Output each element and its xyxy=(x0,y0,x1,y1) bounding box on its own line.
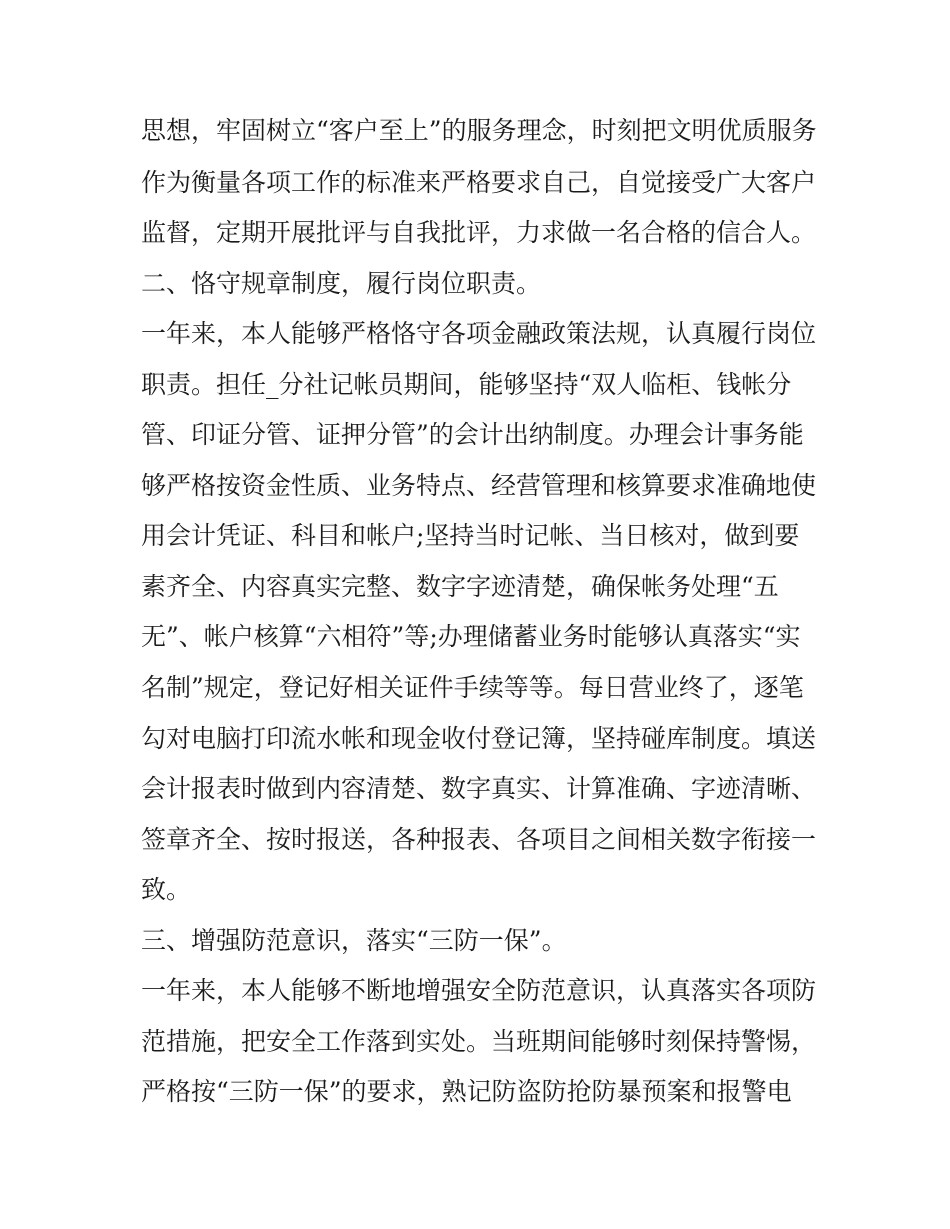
text-line: 范措施，把安全工作落到实处。当班期间能够时刻保持警惕， xyxy=(141,1027,817,1056)
text-line: 用会计凭证、科目和帐户;坚持当时记帐、当日核对，做到要 xyxy=(141,521,800,550)
text-line: 一年来，本人能够不断地增强安全防范意识，认真落实各项防 xyxy=(141,976,817,1005)
text-line: 思想，牢固树立“客户至上”的服务理念，时刻把文明优质服务 xyxy=(141,116,817,145)
text-line: 职责。担任_分社记帐员期间，能够坚持“双人临柜、钱帐分 xyxy=(141,370,792,399)
text-line: 一年来，本人能够严格恪守各项金融政策法规，认真履行岗位 xyxy=(141,319,817,348)
text-line: 勾对电脑打印流水帐和现金收付登记簿，坚持碰库制度。填送 xyxy=(141,724,817,753)
text-line: 签章齐全、按时报送，各种报表、各项目之间相关数字衔接一 xyxy=(141,825,817,854)
text-line: 名制”规定，登记好相关证件手续等等。每日营业终了，逐笔 xyxy=(141,673,804,702)
text-line: 致。 xyxy=(141,875,192,904)
text-line: 作为衡量各项工作的标准来严格要求自己，自觉接受广大客户 xyxy=(141,168,817,197)
text-line: 严格按“三防一保”的要求，熟记防盗防抢防暴预案和报警电 xyxy=(141,1077,792,1106)
text-line: 监督，定期开展批评与自我批评，力求做一名合格的信合人。 xyxy=(141,218,817,247)
text-line: 无”、帐户核算“六相符”等;办理储蓄业务时能够认真落实“实 xyxy=(141,622,801,651)
text-line: 素齐全、内容真实完整、数字字迹清楚，确保帐务处理“五 xyxy=(141,572,779,601)
text-line: 会计报表时做到内容清楚、数字真实、计算准确、字迹清晰、 xyxy=(141,774,817,803)
text-line: 够严格按资金性质、业务特点、经营管理和核算要求准确地使 xyxy=(141,471,817,500)
section-heading: 二、恪守规章制度，履行岗位职责。 xyxy=(141,269,542,298)
text-line: 管、印证分管、证押分管”的会计出纳制度。办理会计事务能 xyxy=(141,420,804,449)
section-heading: 三、增强防范意识，落实“三防一保”。 xyxy=(141,926,567,955)
